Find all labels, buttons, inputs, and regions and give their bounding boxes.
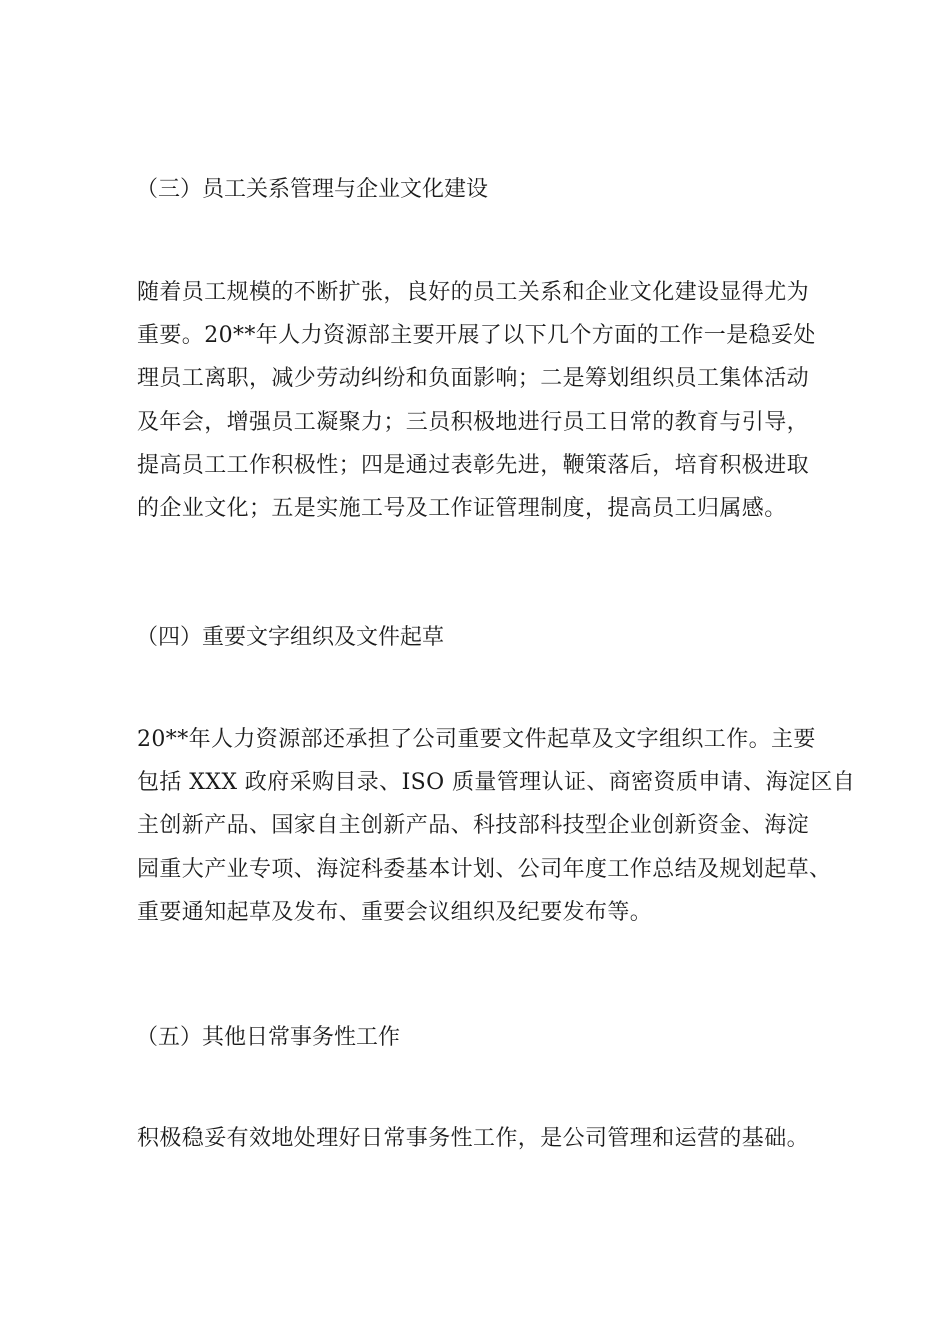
paragraph-line: 的企业文化；五是实施工号及工作证管理制度，提高员工归属感。 bbox=[137, 495, 787, 521]
section-heading-employee-relations: （三）员工关系管理与企业文化建设 bbox=[136, 177, 489, 202]
paragraph-daily-affairs bbox=[137, 1117, 827, 1160]
paragraph-line: 积极稳妥有效地处理好日常事务性工作，是公司管理和运营的基础。 bbox=[137, 1126, 810, 1151]
paragraph-line: 园重大产业专项、海淀科委基本计划、公司年度工作总结及规划起草、 bbox=[137, 856, 832, 882]
section-heading-document-drafting: （四）重要文字组织及文件起草 bbox=[136, 625, 445, 650]
paragraph-line: 理员工离职，减少劳动纠纷和负面影响；二是筹划组织员工集体活动 bbox=[137, 366, 810, 392]
paragraph-line: 随着员工规模的不断扩张，良好的员工关系和企业文化建设显得尤为 bbox=[137, 280, 810, 305]
paragraph-line: 重要。20**年人力资源部主要开展了以下几个方面的工作一是稳妥处 bbox=[137, 323, 816, 349]
paragraph-line: 及年会，增强员工凝聚力；三员积极地进行员工日常的教育与引导， bbox=[137, 409, 810, 435]
section-heading-daily-affairs: （五）其他日常事务性工作 bbox=[136, 1025, 401, 1050]
paragraph-line: 提高员工工作积极性；四是通过表彰先进，鞭策落后，培育积极进取 bbox=[137, 452, 810, 478]
paragraph-document-drafting bbox=[137, 718, 856, 934]
paragraph-line: 主创新产品、国家自主创新产品、科技部科技型企业创新资金、海淀 bbox=[137, 813, 810, 839]
paragraph-line: 重要通知起草及发布、重要会议组织及纪要发布等。 bbox=[137, 899, 653, 925]
paragraph-line: 包括 XXX 政府采购目录、ISO 质量管理认证、商密资质申请、海淀区自 bbox=[137, 770, 856, 796]
paragraph-line: 20**年人力资源部还承担了公司重要文件起草及文字组织工作。主要 bbox=[137, 727, 816, 752]
paragraph-employee-relations bbox=[137, 271, 827, 530]
